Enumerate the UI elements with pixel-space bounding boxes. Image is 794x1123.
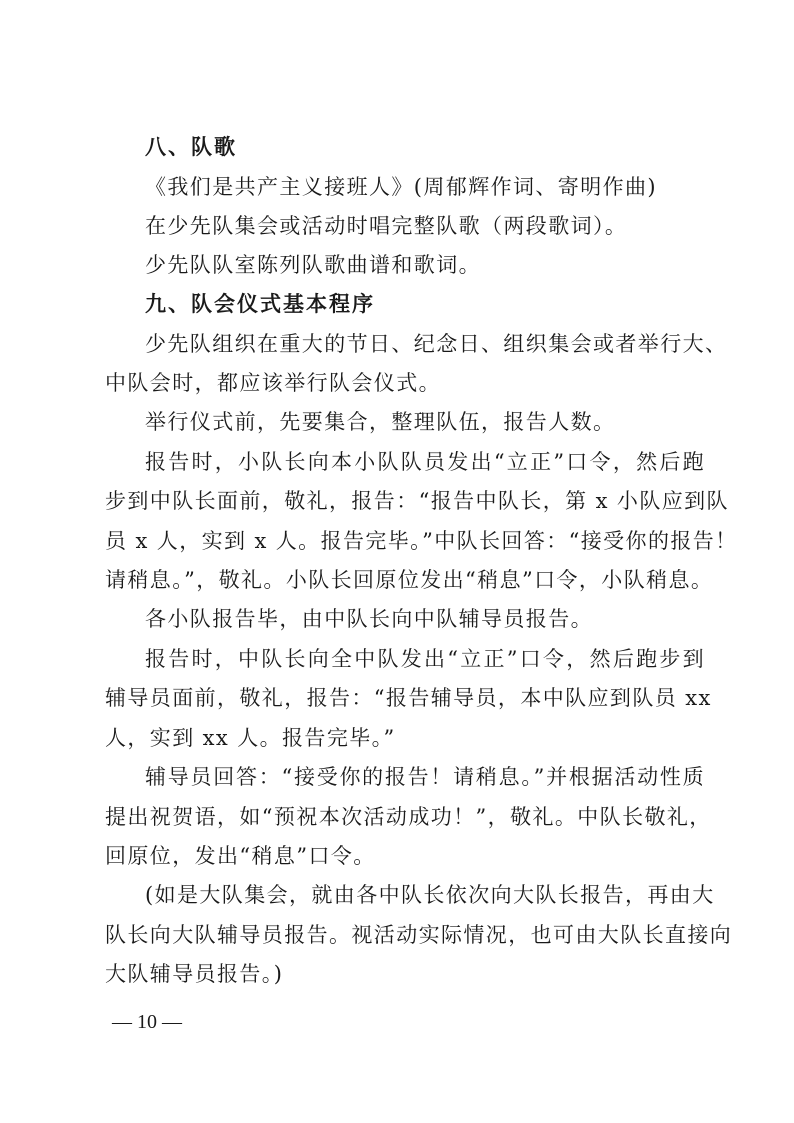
squad-report-line-3: 员 x 人，实到 x 人。报告完毕。”中队长回答：“接受你的报告！ <box>105 529 738 553</box>
squad-report-line-2: 步到中队长面前，敬礼，报告：“报告中队长，第 x 小队应到队 <box>105 489 729 513</box>
company-report-line-2: 辅导员面前，敬礼，报告：“报告辅导员，本中队应到队员 xx <box>105 686 712 710</box>
company-report-line-3: 人，实到 xx 人。报告完毕。” <box>105 726 396 750</box>
brigade-note-line-2: 队长向大队辅导员报告。视活动实际情况，也可由大队长直接向 <box>105 923 733 947</box>
ceremony-intro-line-2: 中队会时，都应该举行队会仪式。 <box>105 371 441 395</box>
counselor-reply-line-2: 提出祝贺语，如“预祝本次活动成功！”，敬礼。中队长敬礼， <box>105 805 712 829</box>
company-report-line-1: 报告时，中队长向全中队发出“立正”口令，然后跑步到 <box>145 647 705 671</box>
brigade-note-line-3: 大队辅导员报告。) <box>105 962 284 986</box>
counselor-reply-line-1: 辅导员回答：“接受你的报告！请稍息。”并根据活动性质 <box>145 765 705 789</box>
ceremony-intro-line-1: 少先队组织在重大的节日、纪念日、组织集会或者举行大、 <box>145 332 728 356</box>
anthem-singing-paragraph: 在少先队集会或活动时唱完整队歌（两段歌词）。 <box>145 214 628 238</box>
page-number: — 10 — <box>112 1011 182 1033</box>
squad-report-done-line: 各小队报告毕，由中队长向中队辅导员报告。 <box>145 607 593 631</box>
anthem-display-paragraph: 少先队队室陈列队歌曲谱和歌词。 <box>145 253 481 277</box>
brigade-note-line-1: (如是大队集会，就由各中队长依次向大队长报告，再由大 <box>145 883 715 907</box>
section-heading-ceremony: 九、队会仪式基本程序 <box>145 292 375 316</box>
counselor-reply-line-3: 回原位，发出“稍息”口令。 <box>105 844 376 868</box>
squad-report-line-4: 请稍息。”，敬礼。小队长回原位发出“稍息”口令，小队稍息。 <box>105 568 714 592</box>
ceremony-prep-line: 举行仪式前，先要集合，整理队伍，报告人数。 <box>145 410 616 434</box>
anthem-title-paragraph: 《我们是共产主义接班人》(周郁辉作词、寄明作曲) <box>145 175 657 199</box>
squad-report-line-1: 报告时，小队长向本小队队员发出“立正”口令，然后跑 <box>145 450 705 474</box>
section-heading-anthem: 八、队歌 <box>145 135 237 159</box>
